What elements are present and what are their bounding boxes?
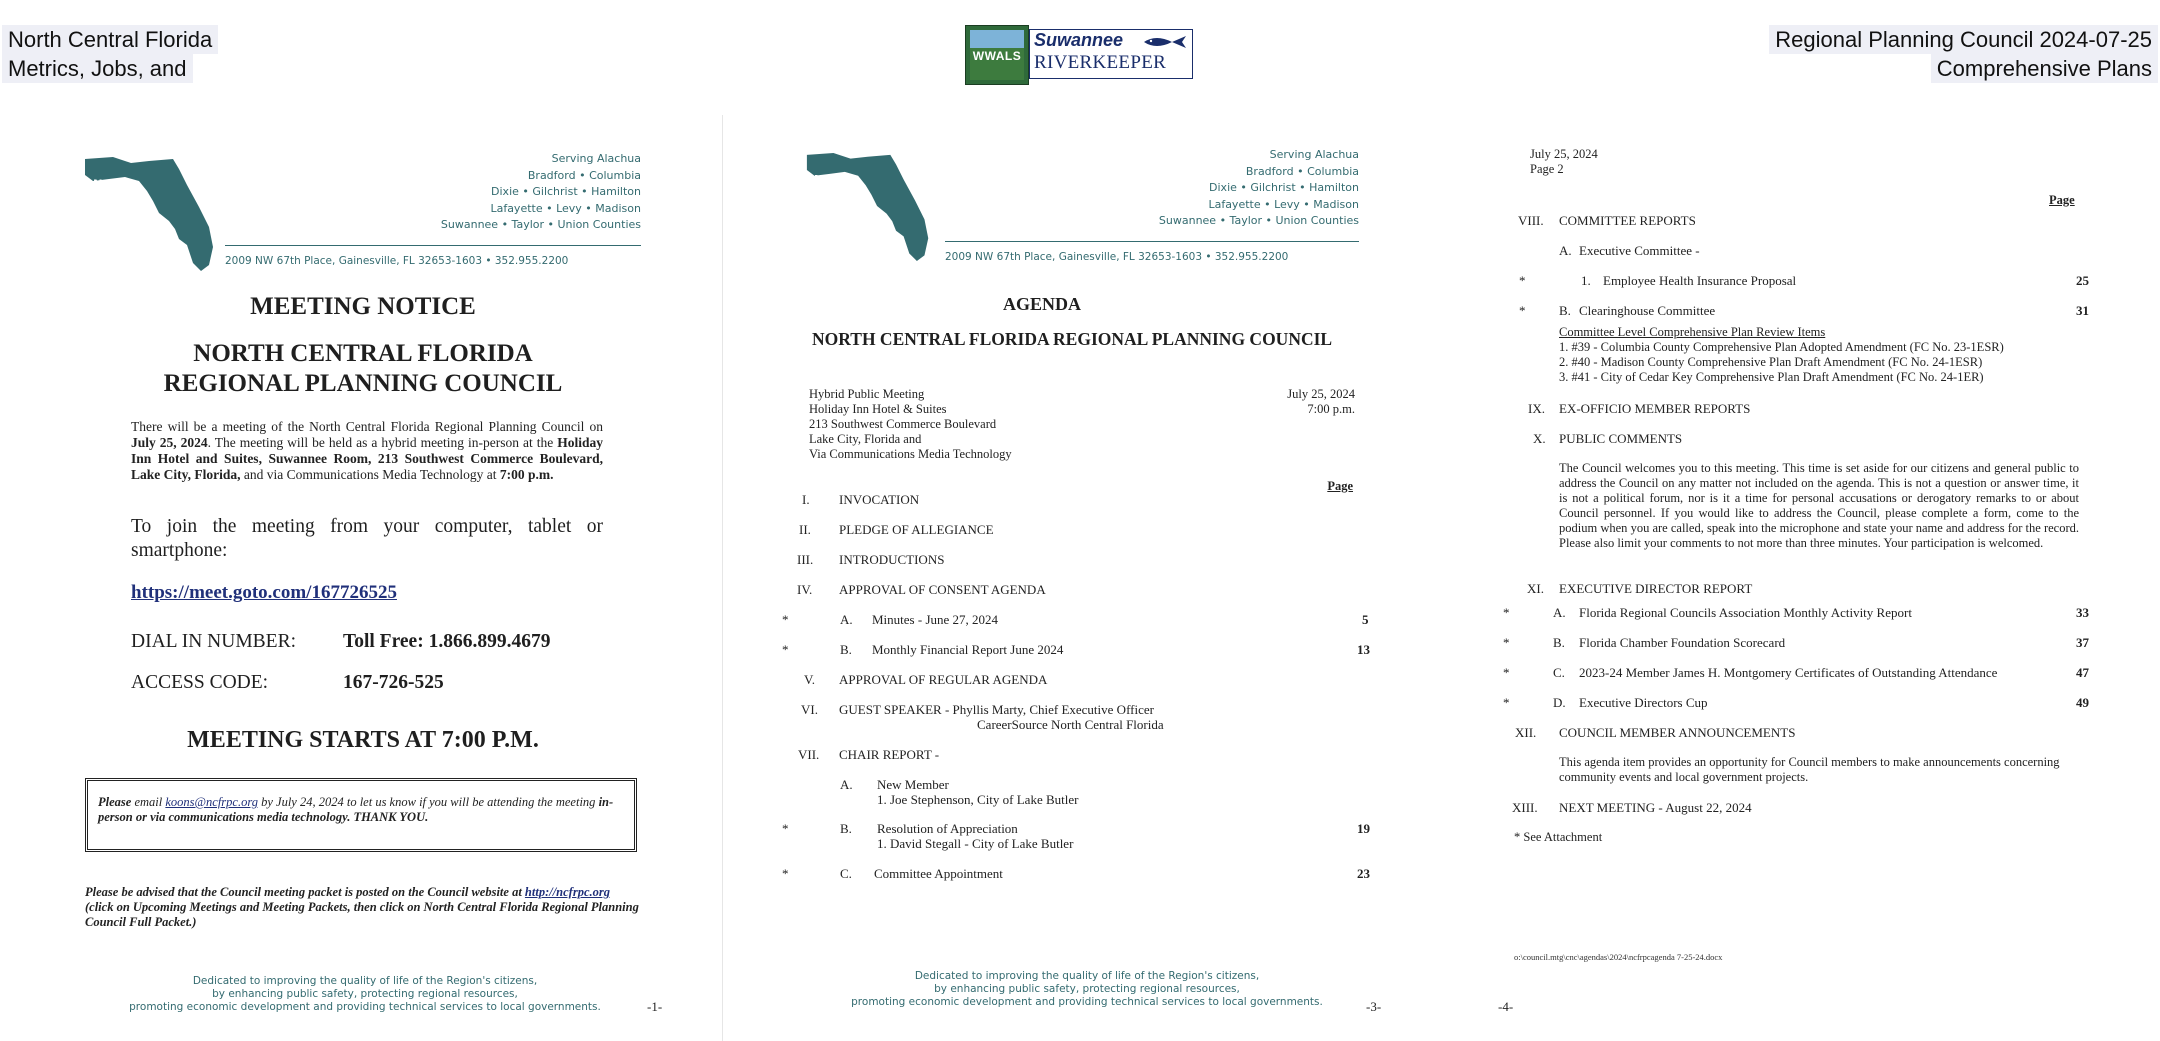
agenda-item-number: A. xyxy=(840,777,853,792)
advisory-text: (click on Upcoming Meetings and Meeting Packets, then click on North Central Florida Regional Planning Council Full Packet.) xyxy=(85,900,639,929)
location-line: 213 Southwest Commerce Boulevard xyxy=(809,417,997,431)
agenda-item-text: Resolution of Appreciation xyxy=(877,821,1018,836)
footer-line: promoting economic development and providing technical services to local governments. xyxy=(851,996,1323,1008)
council-website-link[interactable]: http://ncfrpc.org xyxy=(524,885,610,899)
location-line: Hybrid Public Meeting xyxy=(809,387,925,401)
serving-counties xyxy=(441,151,641,234)
rsvp-mode: in-person or via communications media technology. xyxy=(98,795,614,824)
agenda-item-number: VII. xyxy=(798,747,820,762)
agenda-item-text: New Member xyxy=(877,777,949,792)
rsvp-text-part: email xyxy=(131,795,166,809)
agenda-item-page: 19 xyxy=(1357,821,1370,836)
serving-line: Lafayette • Levy • Madison xyxy=(1208,197,1359,211)
attachment-marker: * xyxy=(1503,635,1510,650)
intro-text: and via Communications Media Technology at xyxy=(240,467,500,482)
attachment-marker: * xyxy=(782,612,789,627)
intro-text: There will be a meeting of the North Central Florida Regional Planning Council on xyxy=(131,419,603,434)
org-name-line: Planning xyxy=(93,237,150,251)
agenda-item-text: COUNCIL MEMBER ANNOUNCEMENTS xyxy=(1559,725,1796,740)
logo-top-text: Suwannee xyxy=(1034,30,1124,50)
header-left-line-2: Metrics, Jobs, and xyxy=(2,54,193,83)
review-items-title: Committee Level Comprehensive Plan Review Items xyxy=(1559,325,1826,339)
org-name-line: Florida xyxy=(814,202,858,215)
announcements-text: This agenda item provides an opportunity for Council members to make announcements concerning community events and local government projects. xyxy=(1559,755,2060,784)
attachment-marker: * xyxy=(1519,303,1526,318)
agenda-item-number: A. xyxy=(1559,243,1572,258)
footer-line: Dedicated to improving the quality of life of the Region's citizens, xyxy=(192,975,538,987)
public-comments-text: The Council welcomes you to this meeting. This time is set aside for our citizens and general public to address the Council on any matter not included on the agenda. This is not a question or answer time, it is not a political forum, nor is it a time for personal accusations or derogatory remarks to or about Council personnel. If you would like to address the Council, please complete a form, come to the podium when you are called, speak into the microphone and state your name and address for the record. Please also limit your comments to not more than three minutes. Your participation is welcomed. xyxy=(1559,461,2079,550)
header-left-line-1: North Central Florida xyxy=(2,25,218,54)
serving-line: Dixie • Gilchrist • Hamilton xyxy=(491,185,641,198)
continuation-date: July 25, 2024 xyxy=(1530,147,1598,161)
agenda-item-text: PUBLIC COMMENTS xyxy=(1559,431,1683,446)
agenda-item-page: 49 xyxy=(2076,695,2089,710)
agenda-item-text: Executive Directors Cup xyxy=(1579,695,1708,710)
attachment-marker: * xyxy=(1503,605,1510,620)
agenda-item-number: B. xyxy=(840,642,852,657)
attachment-marker: * xyxy=(782,821,789,836)
file-path: o:\council.mtg\cnc\agendas\2024\ncfrpcagenda 7-25-24.docx xyxy=(1514,952,1723,962)
serving-line: Lafayette • Levy • Madison xyxy=(490,201,641,215)
serving-line: Suwannee • Taylor • Union Counties xyxy=(440,218,641,231)
serving-line: Serving Alachua xyxy=(1269,148,1359,161)
intro-date: July 25, 2024 xyxy=(131,435,208,450)
org-name-line: Florida xyxy=(93,207,139,221)
access-label: ACCESS CODE: xyxy=(131,672,269,693)
attachment-marker: * xyxy=(1503,695,1510,710)
agenda-item-number: B. xyxy=(1553,635,1565,650)
agenda-item-text: CHAIR REPORT - xyxy=(839,747,940,762)
wwals-badge-text: WWALS xyxy=(972,49,1022,63)
page-number: -3- xyxy=(1366,999,1382,1014)
rsvp-box xyxy=(85,778,637,852)
notice-intro xyxy=(131,419,603,483)
review-item: 2. #40 - Madison County Comprehensive Plan Draft Amendment (FC No. 24-1ESR) xyxy=(1559,355,1983,369)
page-number: -1- xyxy=(647,999,663,1014)
agenda-item-subtext: 1. Joe Stephenson, City of Lake Butler xyxy=(877,792,1079,807)
attachment-marker: * xyxy=(782,866,789,881)
agenda-item-text: Employee Health Insurance Proposal xyxy=(1603,273,1797,288)
agenda-item-text: EX-OFFICIO MEMBER REPORTS xyxy=(1559,401,1751,416)
agenda-item-page: 33 xyxy=(2076,605,2089,620)
continuation-header xyxy=(1530,147,1598,177)
join-text: To join the meeting from your computer, tablet or smartphone: xyxy=(131,516,603,561)
agenda-item-subtext: CareerSource North Central Florida xyxy=(977,717,1164,732)
rsvp-text xyxy=(98,795,626,825)
dial-label: DIAL IN NUMBER: xyxy=(131,631,297,652)
agenda-item-number: I. xyxy=(802,492,810,507)
footer-line: by enhancing public safety, protecting regional resources, xyxy=(934,983,1240,995)
agenda-item-text: Clearinghouse Committee xyxy=(1579,303,1716,318)
footer-line: Dedicated to improving the quality of life of the Region's citizens, xyxy=(914,970,1260,982)
agenda-item-page: 13 xyxy=(1357,642,1370,657)
location-line: Holiday Inn Hotel & Suites xyxy=(809,402,947,416)
footer-line: by enhancing public safety, protecting regional resources, xyxy=(212,988,518,1000)
agenda-item-number: VI. xyxy=(801,702,818,717)
letterhead-rule xyxy=(225,245,641,246)
document-page-2 xyxy=(727,115,1443,1041)
logo-bottom-text: RIVERKEEPER xyxy=(1034,52,1167,73)
agenda-item-number: A. xyxy=(840,612,853,627)
agenda-title: AGENDA xyxy=(1002,294,1081,314)
agenda-item-number: X. xyxy=(1533,431,1546,446)
org-name-line: Regional xyxy=(93,222,150,236)
serving-line: Suwannee • Taylor • Union Counties xyxy=(1158,214,1359,227)
intro-text: . The meeting will be held as a hybrid meeting in-person at the xyxy=(207,435,558,450)
org-name-line: Council xyxy=(814,245,860,259)
agenda-item-text: Florida Chamber Foundation Scorecard xyxy=(1579,635,1786,650)
agenda-date-time xyxy=(1287,387,1355,417)
agenda-org: NORTH CENTRAL FLORIDA REGIONAL PLANNING COUNCIL xyxy=(812,329,1333,349)
clearinghouse-review-items xyxy=(1559,325,2004,385)
org-name-line: North xyxy=(93,177,130,191)
rsvp-please: Please xyxy=(98,795,132,809)
agenda-item-number: VIII. xyxy=(1518,213,1544,228)
location-line: Via Communications Media Technology xyxy=(809,447,1012,461)
page-column-header: Page xyxy=(2049,193,2075,207)
agenda-item-number: IX. xyxy=(1528,401,1545,416)
footer-line: promoting economic development and providing technical services to local governments. xyxy=(129,1001,601,1013)
agenda-item-page: 23 xyxy=(1357,866,1370,881)
agenda-item-text: Monthly Financial Report June 2024 xyxy=(872,642,1064,657)
org-name-line: Central xyxy=(93,192,141,206)
agenda-item-number: B. xyxy=(840,821,852,836)
letterhead-rule xyxy=(945,241,1359,242)
agenda-item-number: II. xyxy=(799,522,811,537)
serving-line: Serving Alachua xyxy=(551,152,641,165)
agenda-item-text: Committee Appointment xyxy=(874,866,1003,881)
dial-value: Toll Free: 1.866.899.4679 xyxy=(343,631,551,652)
header-left xyxy=(2,25,218,83)
agenda-item-text: EXECUTIVE DIRECTOR REPORT xyxy=(1559,581,1753,596)
agenda-item-text: GUEST SPEAKER - Phyllis Marty, Chief Executive Officer xyxy=(839,702,1154,717)
letterhead-footer xyxy=(85,975,645,1014)
notice-org-line-2: REGIONAL PLANNING COUNCIL xyxy=(163,370,563,397)
intro-time: 7:00 p.m. xyxy=(499,467,554,482)
intro-venue: Holiday Inn Hotel and Suites, Suwannee Room, 213 Southwest Commerce Boulevard, Lake City, Florida, xyxy=(131,435,603,482)
org-name-line: Regional xyxy=(814,216,869,230)
org-name-line: Central xyxy=(814,187,860,201)
org-name-line: North xyxy=(814,173,850,186)
agenda-item-number: IV. xyxy=(797,582,813,597)
agenda-date: July 25, 2024 xyxy=(1287,387,1355,401)
agenda-item-number: III. xyxy=(797,552,814,567)
agenda-item-page: 37 xyxy=(2076,635,2089,650)
agenda-item-page: 5 xyxy=(1362,612,1369,627)
agenda-item-number: 1. xyxy=(1581,273,1591,288)
notice-org-line-1: NORTH CENTRAL FLORIDA xyxy=(193,340,533,367)
agenda-item-text: Florida Regional Councils Association Monthly Activity Report xyxy=(1579,605,1912,620)
location-line: Lake City, Florida and xyxy=(809,432,922,446)
attachment-marker: * xyxy=(782,642,789,657)
packet-advisory xyxy=(85,885,645,930)
serving-counties xyxy=(1159,147,1359,230)
meeting-url-link[interactable]: https://meet.goto.com/167726525 xyxy=(131,582,397,603)
document-page-1 xyxy=(5,115,721,1041)
header-right xyxy=(1769,25,2158,83)
serving-line: Dixie • Gilchrist • Hamilton xyxy=(1209,181,1359,194)
document-page-3 xyxy=(1446,115,2160,1041)
agenda-item-subtext: 1. David Stegall - City of Lake Butler xyxy=(877,836,1074,851)
org-name-line: Planning xyxy=(814,231,869,244)
wwals-badge xyxy=(965,25,1029,85)
agenda-item-number: C. xyxy=(1553,665,1565,680)
wwals-riverkeeper-logo[interactable] xyxy=(965,25,1193,83)
agenda-item-text: INVOCATION xyxy=(839,492,920,507)
org-name-block xyxy=(814,173,868,260)
agenda-item-text: 2023-24 Member James H. Montgomery Certificates of Outstanding Attendance xyxy=(1579,665,1998,680)
page-number: -4- xyxy=(1498,999,1514,1014)
letterhead-address: 2009 NW 67th Place, Gainesville, FL 32653-1603 • 352.955.2200 xyxy=(945,251,1289,263)
agenda-item-page: 47 xyxy=(2076,665,2089,680)
rsvp-email-link[interactable]: koons@ncfrpc.org xyxy=(165,795,258,809)
riverkeeper-wordmark xyxy=(1029,29,1193,79)
agenda-item-number: D. xyxy=(1553,695,1566,710)
advisory-text: Please be advised that the Council meeting packet is posted on the Council website at xyxy=(85,885,525,899)
agenda-time: 7:00 p.m. xyxy=(1307,402,1355,416)
page-column-header: Page xyxy=(1327,479,1353,493)
agenda-item-text: APPROVAL OF REGULAR AGENDA xyxy=(839,672,1048,687)
agenda-item-text: INTRODUCTIONS xyxy=(839,552,945,567)
org-name-line: Council xyxy=(93,252,141,266)
fish-icon xyxy=(1142,34,1188,50)
access-value: 167-726-525 xyxy=(343,672,444,693)
agenda-item-number: B. xyxy=(1559,303,1571,318)
rsvp-thanks: THANK YOU. xyxy=(350,810,429,824)
serving-line: Bradford • Columbia xyxy=(527,168,641,182)
agenda-item-number: XIII. xyxy=(1512,800,1538,815)
letterhead-address: 2009 NW 67th Place, Gainesville, FL 32653-1603 • 352.955.2200 xyxy=(225,255,569,267)
header-right-line-1: Regional Planning Council 2024-07-25 xyxy=(1769,25,2158,54)
agenda-item-number: A. xyxy=(1553,605,1566,620)
attachment-marker: * xyxy=(1519,273,1526,288)
agenda-item-text: COMMITTEE REPORTS xyxy=(1559,213,1696,228)
rsvp-text-part: by July 24, 2024 to let us know if you will be attending the meeting xyxy=(257,795,599,809)
review-item: 3. #41 - City of Cedar Key Comprehensive Plan Draft Amendment (FC No. 24-1ER) xyxy=(1559,370,1984,384)
agenda-item-number: C. xyxy=(840,866,852,881)
agenda-item-text: NEXT MEETING - August 22, 2024 xyxy=(1559,800,1752,815)
agenda-item-number: XI. xyxy=(1527,581,1544,596)
agenda-item-page: 31 xyxy=(2076,303,2089,318)
meeting-start: MEETING STARTS AT 7:00 P.M. xyxy=(187,727,539,753)
agenda-item-text: Executive Committee - xyxy=(1579,243,1700,258)
header-right-line-2: Comprehensive Plans xyxy=(1931,54,2158,83)
agenda-location xyxy=(809,387,1012,462)
serving-line: Bradford • Columbia xyxy=(1245,164,1359,178)
notice-title: MEETING NOTICE xyxy=(250,293,476,320)
agenda-item-page: 25 xyxy=(2076,273,2089,288)
org-name-block xyxy=(93,177,150,267)
attachment-marker: * xyxy=(1503,665,1510,680)
agenda-item-number: XII. xyxy=(1515,725,1537,740)
review-item: 1. #39 - Columbia County Comprehensive Plan Adopted Amendment (FC No. 23-1ESR) xyxy=(1559,340,2004,354)
agenda-item-number: V. xyxy=(804,672,815,687)
agenda-item-text: APPROVAL OF CONSENT AGENDA xyxy=(839,582,1046,597)
continuation-page: Page 2 xyxy=(1530,162,1564,176)
agenda-item-text: Minutes - June 27, 2024 xyxy=(872,612,999,627)
agenda-item-text: PLEDGE OF ALLEGIANCE xyxy=(839,522,994,537)
see-attachment-note: * See Attachment xyxy=(1514,830,1603,844)
page-divider xyxy=(722,115,723,1041)
letterhead-footer xyxy=(807,970,1367,1009)
